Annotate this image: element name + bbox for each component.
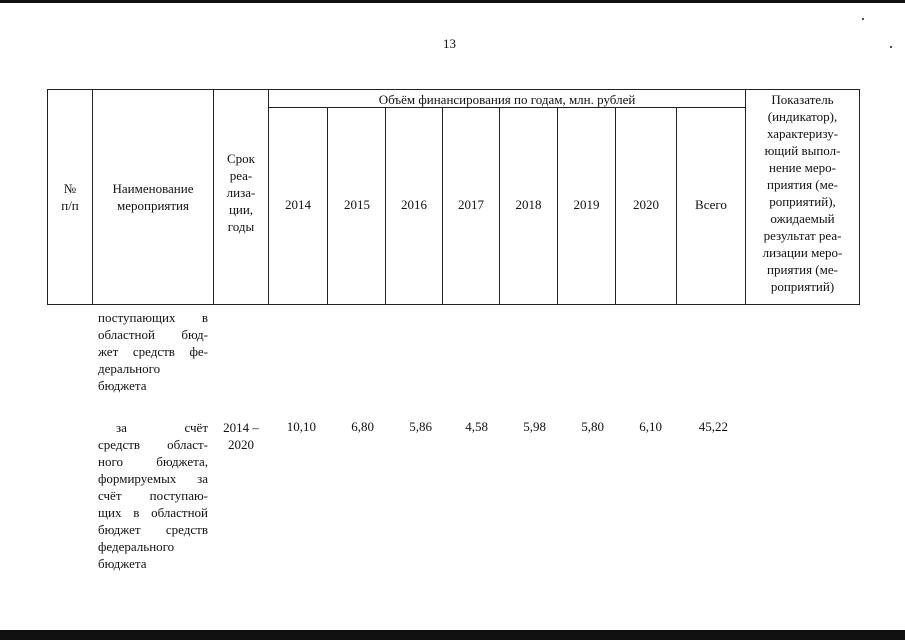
row-value: 6,80 [351, 419, 374, 434]
row-value: 5,80 [581, 419, 604, 434]
col-year-header: 2017 [458, 197, 484, 212]
col-year-header: 2016 [401, 197, 427, 212]
row-name-line: бюджета [98, 378, 147, 393]
row-name-line: поступающих в [98, 310, 208, 325]
col-year-header: 2019 [573, 197, 600, 212]
col-year-header: 2015 [344, 197, 370, 212]
row-value: 4,58 [465, 419, 488, 434]
row-value: 6,10 [639, 419, 662, 434]
col-year-header: 2018 [515, 197, 542, 212]
table-row [98, 309, 208, 394]
col-financing-header: Объём финансирования по годам, млн. рублей [378, 92, 636, 107]
row-value: 5,98 [523, 419, 546, 434]
page-number: 13 [443, 36, 456, 51]
scan-mark [890, 46, 892, 48]
scan-mark [862, 18, 864, 20]
row-total: 45,22 [698, 419, 728, 434]
col-total-header: Всего [695, 197, 727, 212]
col-name-header: Наименование мероприятия [112, 181, 194, 213]
col-year-header: 2014 [285, 197, 311, 212]
row-name-line: жет средств фе- [98, 344, 208, 359]
row-value: 5,86 [409, 419, 432, 434]
col-term-header: Срок реа- лиза- ции, годы [226, 151, 256, 234]
row-name: за счёт средств област- ного бюджета, формируемых за счёт поступаю- щих в областной бюджет средств федерального бюджета [98, 420, 208, 571]
col-indicator-header: Показатель (индикатор), характеризу- ющий выпол- нение меро- приятия (ме- роприятий), ожидаемый результат реа- лизации меро- приятия (ме- роприятий) [762, 92, 843, 294]
top-border [0, 0, 905, 3]
bottom-border [0, 630, 905, 640]
row-value: 10,10 [286, 419, 316, 434]
col-num-header: № п/п [61, 181, 79, 213]
row-name-line: областной бюд- [98, 327, 208, 342]
col-year-header: 2020 [633, 197, 659, 212]
row-term: 2014 – 2020 [223, 420, 259, 452]
row-name-line: дерального [98, 361, 161, 376]
